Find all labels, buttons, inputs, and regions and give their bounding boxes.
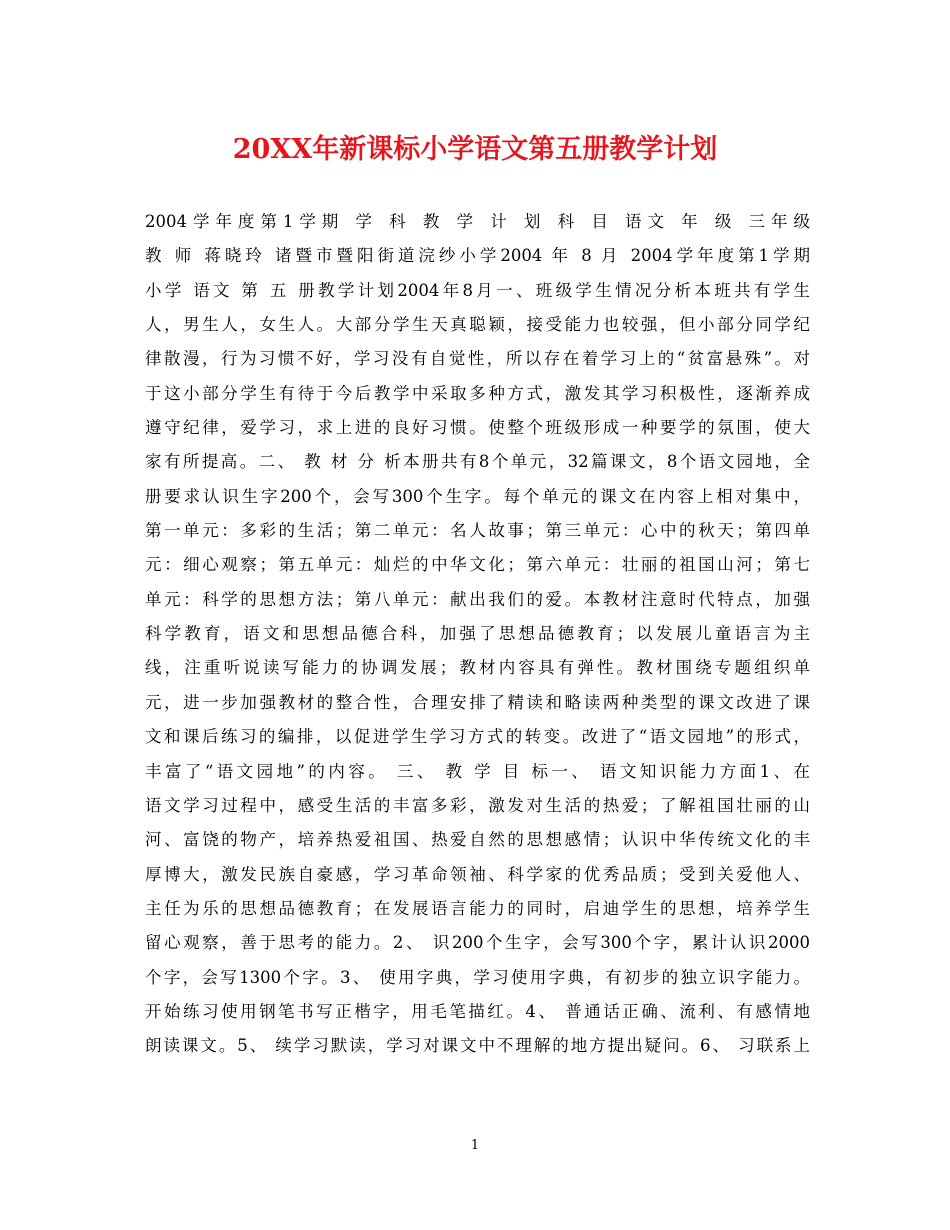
body-line: 朗读课文。5、 续学习默读，学习对课文中不理解的地方提出疑问。6、 习联系上 [145, 1036, 810, 1056]
document-body [145, 205, 810, 1064]
body-line: 主任为乐的思想品德教育；在发展语言能力的同时，启迪学生的思想，培养学生 [145, 898, 810, 918]
body-line: 2004学年度第1学期 学 科 教 学 计 划 科 目 语文 年 级 三年级 [145, 212, 810, 231]
body-line: 科学教育，语文和思想品德合科，加强了思想品德教育；以发展儿童语言为主 [145, 624, 810, 644]
body-line: 人，男生人，女生人。大部分学生天真聪颖，接受能力也较强，但小部分同学纪 [145, 315, 810, 335]
body-line: 于这小部分学生有待于今后教学中采取多种方式，激发其学习积极性，逐渐养成 [145, 383, 810, 403]
body-line: 第一单元：多彩的生活；第二单元：名人故事；第三单元：心中的秋天；第四单 [145, 521, 810, 541]
body-line: 单元：科学的思想方法；第八单元：献出我们的爱。本教材注意时代特点，加强 [145, 589, 810, 609]
body-line: 开始练习使用钢笔书写正楷字，用毛笔描红。4、 普通话正确、流利、有感情地 [145, 1001, 810, 1021]
body-line: 册要求认识生字200个，会写300个生字。每个单元的课文在内容上相对集中， [145, 486, 810, 506]
body-line: 遵守纪律，爱学习，求上进的良好习惯。使整个班级形成一种要学的氛围，使大 [145, 418, 810, 438]
page-number: 1 [470, 1138, 480, 1153]
body-line: 教 师 蒋晓玲 诸暨市暨阳街道浣纱小学2004 年 8 月 2004学年度第1学期 [145, 246, 810, 266]
body-line: 厚博大，激发民族自豪感，学习革命领袖、科学家的优秀品质；受到关爱他人、 [145, 864, 810, 884]
body-line: 小学 语文 第 五 册教学计划2004年8月一、班级学生情况分析本班共有学生 [145, 280, 810, 300]
body-line: 文和课后练习的编排，以促进学生学习方式的转变。改进了“语文园地”的形式， [145, 727, 810, 747]
body-line: 元，进一步加强教材的整合性，合理安排了精读和略读两种类型的课文改进了课 [145, 692, 810, 712]
body-line: 律散漫，行为习惯不好，学习没有自觉性，所以存在着学习上的“贫富悬殊”。对 [145, 349, 810, 369]
body-line: 河、富饶的物产，培养热爱祖国、热爱自然的思想感情；认识中华传统文化的丰 [145, 830, 810, 850]
body-line: 家有所提高。二、 教 材 分 析本册共有8个单元，32篇课文，8个语文园地，全 [145, 452, 810, 472]
body-line: 留心观察，善于思考的能力。2、 识200个生字，会写300个字，累计认识2000 [145, 933, 810, 953]
body-line: 丰富了“语文园地”的内容。 三、 教 学 目 标一、 语文知识能力方面1、在 [145, 761, 810, 781]
document-title: 20XX年新课标小学语文第五册教学计划 [232, 134, 718, 165]
body-line: 线，注重听说读写能力的协调发展；教材内容具有弹性。教材围绕专题组织单 [145, 658, 810, 678]
body-line: 个字，会写1300个字。3、 使用字典，学习使用字典，有初步的独立识字能力。 [145, 967, 810, 987]
body-line: 元：细心观察；第五单元：灿烂的中华文化；第六单元：壮丽的祖国山河；第七 [145, 555, 810, 575]
body-line: 语文学习过程中，感受生活的丰富多彩，激发对生活的热爱；了解祖国壮丽的山 [145, 795, 810, 815]
